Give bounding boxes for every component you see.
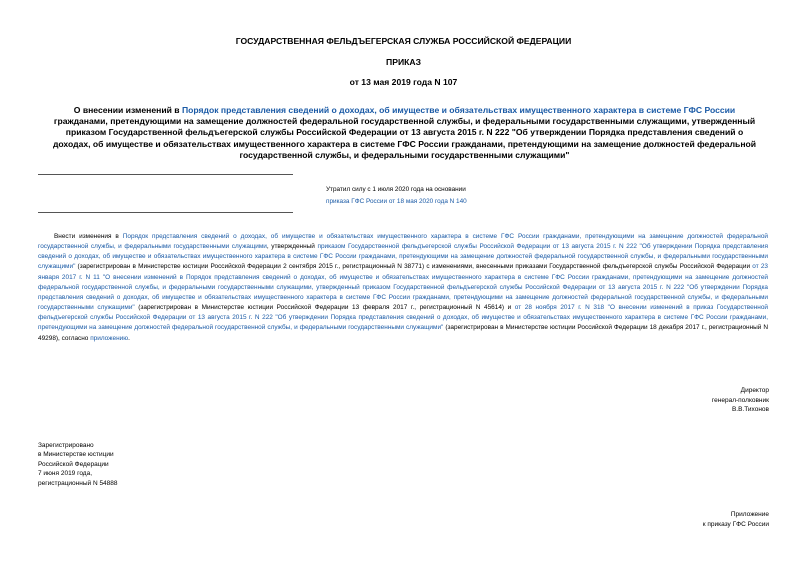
- registration-line: 7 июня 2019 года,: [38, 470, 93, 478]
- repeal-order-link[interactable]: приказа ГФС России от 18 мая 2020 года N 140: [326, 198, 467, 205]
- registration-line: регистрационный N 54888: [38, 479, 118, 487]
- title-prefix: О внесении изменений в: [73, 105, 182, 115]
- body-text-3: (зарегистрирован в Министерстве юстиции Российской Федерации 2 сентября 2015 г., регистрационный N 38771) с изменениями, внесенными приказами Государственной фельдъегерской службы Российской Федерации: [75, 263, 753, 271]
- registration-line: Зарегистрировано: [38, 442, 94, 449]
- registration-line: в Министерстве юстиции: [38, 451, 114, 459]
- registration-line: Российской Федерации: [38, 460, 109, 468]
- order-date-number: от 13 мая 2019 года N 107: [349, 77, 458, 87]
- order-body-paragraph: [38, 232, 768, 344]
- status-note-line1: Утратил силу с 1 июля 2020 года на основании: [326, 186, 466, 193]
- title-procedure-link[interactable]: Порядок представления сведений о доходах, об имуществе и обязательствах имущественного характера в системе ГФС России: [181, 105, 736, 115]
- body-text-1: Внести изменения в: [54, 233, 123, 240]
- body-order-11-link[interactable]: от 23 января 2017 г. N 11 "О внесении изменений в Порядок представления сведений о доходах, об имуществе и обязательствах имущественного характера в системе ГФС России гражданами, претендующими на замещение должностей федеральной государственной службы, и федеральными государственными служащими, утвержденный приказом Государственной фельдъегерской службы Российской Федерации от 13 августа 2015 г. N 222 "Об утверждении Порядка представления сведений о доходах, об имуществе и обязательствах имущественного характера в системе ГФС России гражданами, претендующими на замещение должностей федеральной государственной службы, и федеральными государственными служащими": [38, 263, 768, 312]
- body-procedure-link[interactable]: Порядок представления сведений о доходах, об имуществе и обязательствах имущественного характера в системе ГФС России гражданами, претендующими на замещение должностей федеральной государственной службы, и федеральными государственными служащими: [38, 233, 769, 251]
- signature-position: Директор: [740, 387, 769, 394]
- appendix-reference: к приказу ГФС России: [702, 520, 769, 528]
- signature-rank: генерал-полковник: [711, 396, 769, 404]
- order-title: [52, 105, 757, 161]
- body-appendix-link[interactable]: приложению: [90, 334, 129, 342]
- body-order-222-link[interactable]: приказом Государственной фельдъегерской службы Российской Федерации от 13 августа 2015 г. N 222 "Об утверждении Порядка представления сведений о доходах, об имуществе и обязательствах имущественного характера в системе ГФС России гражданами, претендующими на замещение должностей федеральной государственной службы, и федеральными государственными служащими": [38, 243, 768, 271]
- body-text-2: , утвержденный: [266, 243, 318, 251]
- signature-block: [712, 386, 769, 415]
- body-text-6: .: [128, 334, 130, 342]
- body-text-4: (зарегистрирован в Министерстве юстиции Российской Федерации 13 февраля 2017 г., регистрационный N 45614) и: [134, 304, 515, 312]
- appendix-block: [703, 510, 769, 529]
- body-text-5: (зарегистрирован в Министерстве юстиции Российской Федерации 18 декабря 2017 г., регистрационный N 49298), согласно: [38, 324, 768, 342]
- agency-heading: ГОСУДАРСТВЕННАЯ ФЕЛЬДЪЕГЕРСКАЯ СЛУЖБА РОССИЙСКОЙ ФЕДЕРАЦИИ: [235, 36, 572, 46]
- divider-bottom: [38, 212, 293, 213]
- document-type: ПРИКАЗ: [386, 57, 421, 67]
- body-order-318-link[interactable]: от 28 ноября 2017 г. N 318 "О внесении изменений в приказ Государственной фельдъегерской службы Российской Федерации от 13 августа 2015 г. N 222 "Об утверждении Порядка представления сведений о доходах, об имуществе и обязательствах имущественного характера в системе ГФС России гражданами, претендующими на замещение должностей федеральной государственной службы, и федеральными государственными служащими": [38, 304, 769, 332]
- registration-block: [38, 441, 118, 488]
- divider-top: [38, 174, 293, 175]
- signature-name: В.В.Тихонов: [731, 406, 769, 413]
- appendix-heading: Приложение: [730, 511, 769, 518]
- title-rest: гражданами, претендующими на замещение должностей федеральной государственной службы, и федеральными государственными служащими, утвержденный приказом Государственной фельдъегерской службы Российской Федерации от 13 августа 2015 г. N 222 "Об утверждении Порядка представления сведений о доходах, об имуществе и обязательствах имущественного характера в системе ГФС России гражданами, претендующими на замещение должностей федеральной государственной службы, и федеральными государственными служащими": [52, 116, 757, 160]
